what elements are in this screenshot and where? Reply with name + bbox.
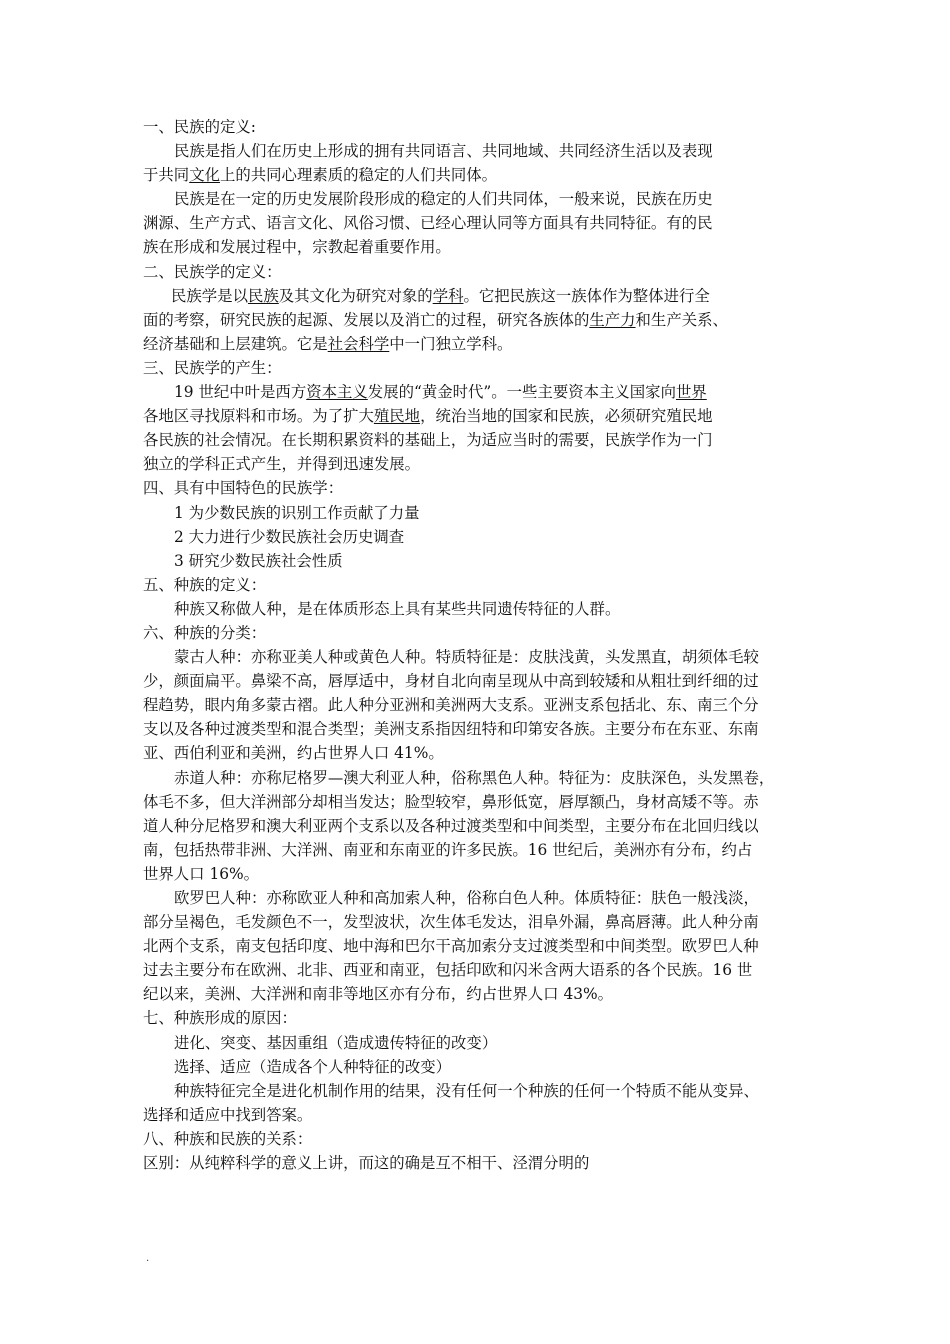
- text-span: 中一门独立学科。: [389, 334, 513, 353]
- paragraph-line: [143, 380, 809, 404]
- paragraph-line: 渊源、生产方式、语言文化、风俗习惯、已经心理认同等方面具有共同特征。有的民: [143, 214, 713, 233]
- paragraph-line: 独立的学科正式产生，并得到迅速发展。: [143, 455, 421, 474]
- paragraph-line: 部分呈褐色，毛发颜色不一，发型波状，次生体毛发达，泪阜外漏，鼻高唇薄。此人种分南: [143, 913, 759, 932]
- section-heading-5: 五、种族的定义：: [143, 575, 267, 594]
- text-span: 民族学是以: [171, 286, 248, 305]
- text-span: ，统治当地的国家和民族，必须研究殖民地: [420, 407, 713, 426]
- text-span: 于共同: [143, 166, 190, 185]
- paragraph-line: 南，包括热带非洲、大洋洲、南亚和东南亚的许多民族。16 世纪后，美洲亦有分布，约占: [143, 840, 753, 859]
- paragraph-line: 程趋势，眼内角多蒙古褶。此人种分亚洲和美洲两大支系。亚洲支系包括北、东、南三个分: [143, 696, 759, 715]
- paragraph-line: 民族是在一定的历史发展阶段形成的稳定的人们共同体，一般来说，民族在历史: [174, 190, 713, 209]
- list-item: 3 研究少数民族社会性质: [174, 551, 343, 570]
- link-world[interactable]: 世界: [675, 383, 707, 402]
- paragraph-line: 各民族的社会情况。在长期积累资料的基础上，为适应当时的需要，民族学作为一门: [143, 431, 713, 450]
- paragraph-line: 选择、适应（造成各个人种特征的改变）: [174, 1057, 452, 1076]
- section-heading-3: 三、民族学的产生：: [143, 358, 282, 377]
- link-culture[interactable]: 文化: [189, 166, 220, 185]
- link-discipline[interactable]: 学科: [432, 286, 464, 305]
- link-ethnic[interactable]: 民族: [247, 286, 279, 305]
- paragraph-line: 过去主要分布在欧洲、北非、西亚和南亚，包括印欧和闪米含两大语系的各个民族。16 世: [143, 961, 753, 980]
- paragraph-line: [143, 404, 809, 428]
- paragraph-line: 纪以来，美洲、大洋洲和南非等地区亦有分布，约占世界人口 43%。: [143, 985, 614, 1004]
- paragraph-line: [143, 308, 809, 332]
- link-capitalism[interactable]: 资本主义: [306, 383, 368, 402]
- section-heading-4: 四、具有中国特色的民族学：: [143, 479, 344, 498]
- list-item: 2 大力进行少数民族社会历史调查: [174, 527, 405, 546]
- section-heading-6: 六、种族的分类：: [143, 623, 267, 642]
- paragraph-line: 进化、突变、基因重组（造成遗传特征的改变）: [174, 1033, 498, 1052]
- text-span: 19 世纪中叶是西方: [174, 383, 307, 402]
- paragraph-line: 种族又称做人种，是在体质形态上具有某些共同遗传特征的人群。: [174, 599, 621, 618]
- paragraph-line: 世界人口 16%。: [143, 864, 260, 883]
- footer-mark: .: [146, 1253, 150, 1264]
- paragraph-line: 选择和适应中找到答案。: [143, 1105, 313, 1124]
- paragraph-line: 族在形成和发展过程中，宗教起着重要作用。: [143, 238, 451, 257]
- document-body: [143, 115, 809, 1175]
- text-span: 各地区寻找原料和市场。为了扩大: [143, 407, 374, 426]
- paragraph-line: 道人种分尼格罗和澳大利亚两个支系以及各种过渡类型和中间类型，主要分布在北回归线以: [143, 816, 759, 835]
- text-span: 经济基础和上层建筑。它是: [143, 334, 328, 353]
- section-heading-8: 八、种族和民族的关系：: [143, 1129, 313, 1148]
- list-item: 1 为少数民族的识别工作贡献了力量: [174, 503, 420, 522]
- text-span: 发展的“黄金时代”。一些主要资本主义国家向: [367, 383, 676, 402]
- paragraph-line: [143, 284, 809, 308]
- section-heading-1: 一、民族的定义:: [143, 118, 256, 136]
- paragraph-line: 种族特征完全是进化机制作用的结果，没有任何一个种族的任何一个特质不能从变异、: [174, 1081, 759, 1100]
- paragraph-line: 北两个支系，南支包括印度、地中海和巴尔干高加索分支过渡类型和中间类型。欧罗巴人种: [143, 937, 759, 956]
- paragraph-line: 亚、西伯利亚和美洲，约占世界人口 41%。: [143, 744, 444, 763]
- paragraph-line: [143, 332, 809, 356]
- section-heading-2: 二、民族学的定义：: [143, 262, 282, 281]
- text-span: 面的考察，研究民族的起源、发展以及消亡的过程，研究各族体的: [143, 310, 590, 329]
- paragraph-line: 蒙古人种：亦称亚美人种或黄色人种。特质特征是：皮肤浅黄，头发黑直，胡须体毛较: [174, 648, 759, 667]
- paragraph-line: [143, 163, 809, 187]
- paragraph-line: 欧罗巴人种：亦称欧亚人种和高加索人种，俗称白色人种。体质特征：肤色一般浅淡，: [174, 889, 759, 907]
- text-span: 。它把民族这一族体作为整体进行全: [463, 286, 710, 305]
- text-span: 和生产关系、: [635, 310, 728, 329]
- link-productivity[interactable]: 生产力: [589, 310, 636, 329]
- link-colony[interactable]: 殖民地: [373, 407, 421, 426]
- paragraph-line: 体毛不多，但大洋洲部分却相当发达；脸型较窄，鼻形低宽，唇厚额凸，身材高矮不等。赤: [143, 792, 759, 811]
- paragraph-line: 少，颜面扁平。鼻梁不高，唇厚适中，身材自北向南呈现从中高到较矮和从粗壮到纤细的过: [143, 672, 759, 691]
- paragraph-line: 民族是指人们在历史上形成的拥有共同语言、共同地域、共同经济生活以及表现: [174, 142, 713, 161]
- link-social-science[interactable]: 社会科学: [327, 334, 390, 353]
- paragraph-line: 区别：从纯粹科学的意义上讲，而这的确是互不相干、泾渭分明的: [143, 1154, 590, 1173]
- section-heading-7: 七、种族形成的原因：: [143, 1009, 297, 1028]
- text-span: 及其文化为研究对象的: [278, 286, 433, 305]
- paragraph-line: 赤道人种：亦称尼格罗—澳大利亚人种，俗称黑色人种。特征为：皮肤深色，头发黑卷，: [174, 768, 775, 787]
- paragraph-line: 支以及各种过渡类型和混合类型；美洲支系指因纽特和印第安各族。主要分布在东亚、东南: [143, 720, 759, 739]
- text-span: 上的共同心理素质的稳定的人们共同体。: [219, 166, 498, 185]
